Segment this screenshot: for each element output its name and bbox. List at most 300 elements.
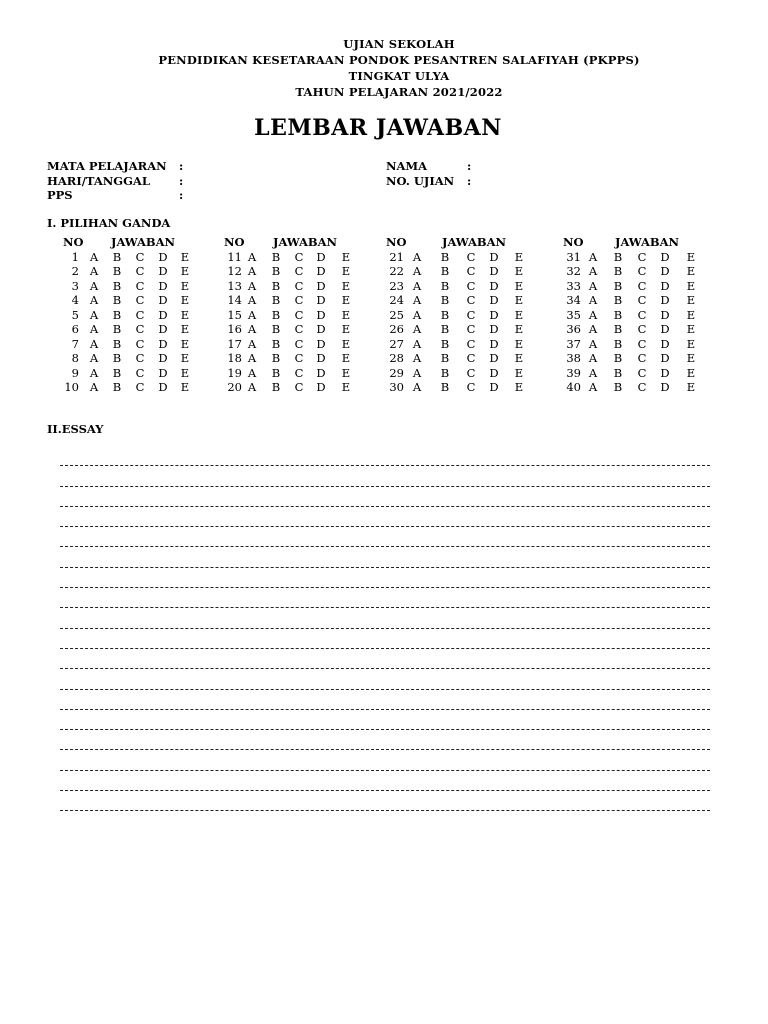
option-e[interactable]: E bbox=[341, 278, 351, 293]
question-number: 10 bbox=[64, 380, 79, 394]
option-e[interactable]: E bbox=[686, 351, 696, 365]
option-d[interactable]: D bbox=[158, 365, 168, 380]
student-info-right bbox=[386, 159, 471, 188]
option-d[interactable]: D bbox=[158, 322, 168, 336]
option-d[interactable]: D bbox=[316, 278, 326, 293]
option-c[interactable]: C bbox=[637, 365, 647, 380]
option-e[interactable]: E bbox=[341, 264, 351, 278]
info-row-date bbox=[47, 174, 183, 189]
column-header-answer: JAWABAN bbox=[615, 235, 680, 249]
option-e[interactable]: E bbox=[180, 365, 190, 380]
option-d[interactable]: D bbox=[660, 351, 670, 365]
option-b[interactable]: B bbox=[613, 293, 623, 307]
option-d[interactable]: D bbox=[660, 322, 670, 336]
option-c[interactable]: C bbox=[466, 322, 476, 336]
page-title: LEMBAR JAWABAN bbox=[254, 115, 502, 141]
option-d[interactable]: D bbox=[316, 336, 326, 351]
essay-line[interactable] bbox=[60, 446, 710, 466]
option-d[interactable]: D bbox=[158, 351, 168, 365]
option-a[interactable]: A bbox=[247, 264, 257, 278]
option-d[interactable]: D bbox=[316, 380, 326, 394]
option-a[interactable]: A bbox=[412, 351, 422, 365]
option-a[interactable]: A bbox=[89, 278, 99, 293]
option-c[interactable]: C bbox=[637, 249, 647, 264]
option-e[interactable]: E bbox=[686, 336, 696, 351]
option-e[interactable]: E bbox=[686, 322, 696, 336]
option-e[interactable]: E bbox=[686, 278, 696, 293]
question-number: 25 bbox=[389, 307, 404, 322]
option-a[interactable]: A bbox=[588, 322, 598, 336]
option-e[interactable]: E bbox=[341, 322, 351, 336]
answer-block-header bbox=[47, 235, 217, 250]
option-a[interactable]: A bbox=[588, 365, 598, 380]
answer-row bbox=[47, 293, 217, 308]
option-c[interactable]: C bbox=[466, 336, 476, 351]
subject-colon: : bbox=[179, 159, 184, 173]
option-c[interactable]: C bbox=[294, 380, 304, 394]
option-d[interactable]: D bbox=[489, 351, 499, 365]
option-b[interactable]: B bbox=[112, 249, 122, 264]
option-e[interactable]: E bbox=[341, 307, 351, 322]
answer-row bbox=[210, 322, 380, 337]
option-a[interactable]: A bbox=[412, 278, 422, 293]
option-b[interactable]: B bbox=[613, 249, 623, 264]
essay-line[interactable] bbox=[60, 487, 710, 507]
option-e[interactable]: E bbox=[341, 351, 351, 365]
question-number: 23 bbox=[389, 278, 404, 293]
pps-label: PPS bbox=[47, 188, 73, 202]
column-header-no: NO bbox=[224, 235, 245, 249]
option-b[interactable]: B bbox=[440, 264, 450, 278]
essay-line[interactable] bbox=[60, 710, 710, 730]
option-e[interactable]: E bbox=[514, 307, 524, 322]
option-d[interactable]: D bbox=[660, 380, 670, 394]
essay-line[interactable] bbox=[60, 791, 710, 811]
option-d[interactable]: D bbox=[660, 264, 670, 278]
answer-block bbox=[548, 235, 718, 395]
answer-block bbox=[210, 235, 380, 395]
column-header-no: NO bbox=[563, 235, 584, 249]
option-a[interactable]: A bbox=[412, 365, 422, 380]
option-e[interactable]: E bbox=[514, 351, 524, 365]
option-c[interactable]: C bbox=[135, 278, 145, 293]
answer-row bbox=[372, 264, 542, 279]
option-b[interactable]: B bbox=[271, 278, 281, 293]
option-b[interactable]: B bbox=[440, 351, 450, 365]
answer-block-header bbox=[548, 235, 718, 250]
question-number: 15 bbox=[227, 307, 242, 322]
option-b[interactable]: B bbox=[440, 380, 450, 394]
option-d[interactable]: D bbox=[316, 264, 326, 278]
institution-name: PENDIDIKAN KESETARAAN PONDOK PESANTREN SALAFIYAH (PKPPS) bbox=[158, 53, 640, 67]
option-b[interactable]: B bbox=[112, 264, 122, 278]
essay-line[interactable] bbox=[60, 608, 710, 628]
option-a[interactable]: A bbox=[247, 278, 257, 293]
option-d[interactable]: D bbox=[158, 264, 168, 278]
essay-line[interactable] bbox=[60, 771, 710, 791]
option-e[interactable]: E bbox=[514, 249, 524, 264]
answer-row bbox=[548, 308, 718, 323]
option-e[interactable]: E bbox=[180, 307, 190, 322]
option-b[interactable]: B bbox=[440, 278, 450, 293]
option-b[interactable]: B bbox=[112, 365, 122, 380]
option-c[interactable]: C bbox=[466, 351, 476, 365]
option-a[interactable]: A bbox=[247, 322, 257, 336]
option-c[interactable]: C bbox=[294, 264, 304, 278]
option-a[interactable]: A bbox=[89, 336, 99, 351]
question-number: 26 bbox=[389, 322, 404, 336]
question-number: 11 bbox=[227, 249, 242, 264]
info-row-exam-number bbox=[386, 174, 471, 189]
option-b[interactable]: B bbox=[112, 307, 122, 322]
option-e[interactable]: E bbox=[686, 307, 696, 322]
option-a[interactable]: A bbox=[588, 264, 598, 278]
answer-row bbox=[210, 279, 380, 294]
question-number: 14 bbox=[227, 293, 242, 307]
question-number: 21 bbox=[389, 249, 404, 264]
option-e[interactable]: E bbox=[514, 322, 524, 336]
option-e[interactable]: E bbox=[180, 336, 190, 351]
option-c[interactable]: C bbox=[294, 249, 304, 264]
option-e[interactable]: E bbox=[180, 380, 190, 394]
option-b[interactable]: B bbox=[613, 264, 623, 278]
option-e[interactable]: E bbox=[514, 380, 524, 394]
question-number: 2 bbox=[71, 264, 79, 278]
option-b[interactable]: B bbox=[271, 336, 281, 351]
option-c[interactable]: C bbox=[294, 336, 304, 351]
option-c[interactable]: C bbox=[135, 264, 145, 278]
option-d[interactable]: D bbox=[489, 307, 499, 322]
question-number: 17 bbox=[227, 336, 242, 351]
option-e[interactable]: E bbox=[686, 365, 696, 380]
option-c[interactable]: C bbox=[135, 336, 145, 351]
answer-row bbox=[372, 250, 542, 265]
option-d[interactable]: D bbox=[489, 293, 499, 307]
answer-row bbox=[548, 293, 718, 308]
option-c[interactable]: C bbox=[637, 264, 647, 278]
option-c[interactable]: C bbox=[466, 293, 476, 307]
option-e[interactable]: E bbox=[514, 336, 524, 351]
question-number: 27 bbox=[389, 336, 404, 351]
answer-row bbox=[210, 337, 380, 352]
option-e[interactable]: E bbox=[686, 249, 696, 264]
question-number: 32 bbox=[566, 264, 581, 278]
option-d[interactable]: D bbox=[158, 336, 168, 351]
answer-row bbox=[47, 380, 217, 395]
option-b[interactable]: B bbox=[271, 249, 281, 264]
option-c[interactable]: C bbox=[466, 380, 476, 394]
option-c[interactable]: C bbox=[637, 322, 647, 336]
option-b[interactable]: B bbox=[112, 380, 122, 394]
option-a[interactable]: A bbox=[247, 380, 257, 394]
question-number: 30 bbox=[389, 380, 404, 394]
option-d[interactable]: D bbox=[158, 380, 168, 394]
option-d[interactable]: D bbox=[316, 365, 326, 380]
option-c[interactable]: C bbox=[637, 336, 647, 351]
exam-header bbox=[0, 36, 768, 100]
option-d[interactable]: D bbox=[660, 365, 670, 380]
option-b[interactable]: B bbox=[440, 336, 450, 351]
option-a[interactable]: A bbox=[89, 264, 99, 278]
option-c[interactable]: C bbox=[466, 278, 476, 293]
option-d[interactable]: D bbox=[489, 336, 499, 351]
option-c[interactable]: C bbox=[135, 249, 145, 264]
option-a[interactable]: A bbox=[89, 380, 99, 394]
answer-row bbox=[548, 337, 718, 352]
option-d[interactable]: D bbox=[660, 278, 670, 293]
option-b[interactable]: B bbox=[440, 365, 450, 380]
answer-row bbox=[47, 264, 217, 279]
info-row-pps bbox=[47, 188, 183, 203]
option-a[interactable]: A bbox=[89, 249, 99, 264]
option-a[interactable]: A bbox=[247, 351, 257, 365]
option-c[interactable]: C bbox=[135, 322, 145, 336]
answer-row bbox=[548, 250, 718, 265]
option-a[interactable]: A bbox=[412, 264, 422, 278]
question-number: 6 bbox=[71, 322, 79, 336]
option-a[interactable]: A bbox=[588, 249, 598, 264]
option-b[interactable]: B bbox=[271, 351, 281, 365]
option-d[interactable]: D bbox=[660, 249, 670, 264]
option-c[interactable]: C bbox=[135, 351, 145, 365]
option-a[interactable]: A bbox=[412, 380, 422, 394]
option-a[interactable]: A bbox=[247, 249, 257, 264]
option-a[interactable]: A bbox=[247, 307, 257, 322]
question-number: 13 bbox=[227, 278, 242, 293]
option-c[interactable]: C bbox=[466, 307, 476, 322]
question-number: 1 bbox=[71, 249, 79, 264]
essay-line[interactable] bbox=[60, 629, 710, 649]
question-number: 36 bbox=[566, 322, 581, 336]
option-a[interactable]: A bbox=[412, 322, 422, 336]
option-d[interactable]: D bbox=[489, 322, 499, 336]
option-c[interactable]: C bbox=[637, 307, 647, 322]
option-c[interactable]: C bbox=[135, 293, 145, 307]
option-e[interactable]: E bbox=[341, 293, 351, 307]
option-b[interactable]: B bbox=[613, 351, 623, 365]
option-c[interactable]: C bbox=[637, 278, 647, 293]
essay-line[interactable] bbox=[60, 588, 710, 608]
option-b[interactable]: B bbox=[613, 278, 623, 293]
option-c[interactable]: C bbox=[637, 293, 647, 307]
option-e[interactable]: E bbox=[180, 351, 190, 365]
essay-heading: II.ESSAY bbox=[47, 422, 104, 436]
option-a[interactable]: A bbox=[588, 380, 598, 394]
option-c[interactable]: C bbox=[135, 307, 145, 322]
option-b[interactable]: B bbox=[440, 293, 450, 307]
option-d[interactable]: D bbox=[158, 278, 168, 293]
option-d[interactable]: D bbox=[316, 351, 326, 365]
option-b[interactable]: B bbox=[112, 351, 122, 365]
academic-year: TAHUN PELAJARAN 2021/2022 bbox=[295, 85, 503, 99]
option-c[interactable]: C bbox=[135, 365, 145, 380]
option-a[interactable]: A bbox=[588, 307, 598, 322]
option-a[interactable]: A bbox=[247, 365, 257, 380]
option-a[interactable]: A bbox=[588, 293, 598, 307]
answer-row bbox=[372, 308, 542, 323]
essay-line[interactable] bbox=[60, 730, 710, 750]
option-a[interactable]: A bbox=[89, 293, 99, 307]
option-a[interactable]: A bbox=[588, 351, 598, 365]
answer-row bbox=[372, 366, 542, 381]
option-d[interactable]: D bbox=[489, 278, 499, 293]
option-c[interactable]: C bbox=[135, 380, 145, 394]
option-a[interactable]: A bbox=[412, 336, 422, 351]
option-b[interactable]: B bbox=[613, 365, 623, 380]
option-e[interactable]: E bbox=[180, 249, 190, 264]
option-b[interactable]: B bbox=[440, 249, 450, 264]
question-number: 38 bbox=[566, 351, 581, 365]
option-e[interactable]: E bbox=[180, 264, 190, 278]
essay-line[interactable] bbox=[60, 527, 710, 547]
option-b[interactable]: B bbox=[613, 336, 623, 351]
option-c[interactable]: C bbox=[294, 307, 304, 322]
level-name: TINGKAT ULYA bbox=[348, 69, 450, 83]
option-e[interactable]: E bbox=[341, 380, 351, 394]
option-d[interactable]: D bbox=[489, 380, 499, 394]
essay-line[interactable] bbox=[60, 669, 710, 689]
option-e[interactable]: E bbox=[180, 322, 190, 336]
info-row-name bbox=[386, 159, 471, 174]
option-e[interactable]: E bbox=[686, 293, 696, 307]
essay-line[interactable] bbox=[60, 507, 710, 527]
answer-row bbox=[47, 250, 217, 265]
date-colon: : bbox=[179, 173, 184, 188]
option-b[interactable]: B bbox=[271, 307, 281, 322]
option-e[interactable]: E bbox=[514, 293, 524, 307]
option-a[interactable]: A bbox=[247, 293, 257, 307]
answer-row bbox=[210, 308, 380, 323]
option-a[interactable]: A bbox=[89, 351, 99, 365]
option-e[interactable]: E bbox=[180, 293, 190, 307]
essay-line[interactable] bbox=[60, 547, 710, 567]
answer-row bbox=[47, 308, 217, 323]
question-number: 39 bbox=[566, 365, 581, 380]
option-e[interactable]: E bbox=[180, 278, 190, 293]
question-number: 33 bbox=[566, 278, 581, 293]
option-b[interactable]: B bbox=[613, 322, 623, 336]
option-d[interactable]: D bbox=[489, 249, 499, 264]
option-d[interactable]: D bbox=[158, 293, 168, 307]
option-b[interactable]: B bbox=[112, 322, 122, 336]
answer-row bbox=[210, 366, 380, 381]
option-a[interactable]: A bbox=[247, 336, 257, 351]
option-d[interactable]: D bbox=[158, 307, 168, 322]
option-b[interactable]: B bbox=[440, 307, 450, 322]
option-a[interactable]: A bbox=[89, 322, 99, 336]
option-c[interactable]: C bbox=[294, 322, 304, 336]
question-number: 40 bbox=[566, 380, 581, 394]
question-number: 8 bbox=[71, 351, 79, 365]
question-number: 22 bbox=[389, 264, 404, 278]
option-d[interactable]: D bbox=[660, 307, 670, 322]
option-b[interactable]: B bbox=[271, 322, 281, 336]
option-c[interactable]: C bbox=[294, 351, 304, 365]
option-d[interactable]: D bbox=[660, 293, 670, 307]
answer-row bbox=[548, 322, 718, 337]
answer-row bbox=[548, 351, 718, 366]
option-e[interactable]: E bbox=[341, 365, 351, 380]
option-b[interactable]: B bbox=[112, 336, 122, 351]
answer-row bbox=[372, 293, 542, 308]
date-label: HARI/TANGGAL bbox=[47, 173, 150, 188]
question-number: 16 bbox=[227, 322, 242, 336]
option-e[interactable]: E bbox=[686, 264, 696, 278]
essay-line[interactable] bbox=[60, 750, 710, 770]
option-a[interactable]: A bbox=[412, 307, 422, 322]
answer-row bbox=[372, 380, 542, 395]
answer-row bbox=[372, 322, 542, 337]
essay-line[interactable] bbox=[60, 466, 710, 486]
option-e[interactable]: E bbox=[341, 249, 351, 264]
option-a[interactable]: A bbox=[588, 278, 598, 293]
option-b[interactable]: B bbox=[112, 293, 122, 307]
option-d[interactable]: D bbox=[158, 249, 168, 264]
essay-line[interactable] bbox=[60, 568, 710, 588]
option-a[interactable]: A bbox=[89, 307, 99, 322]
answer-row bbox=[210, 380, 380, 395]
student-info-left bbox=[47, 159, 183, 203]
option-b[interactable]: B bbox=[271, 264, 281, 278]
option-c[interactable]: C bbox=[466, 264, 476, 278]
option-c[interactable]: C bbox=[637, 351, 647, 365]
option-d[interactable]: D bbox=[660, 336, 670, 351]
essay-answer-area[interactable] bbox=[60, 446, 710, 811]
option-d[interactable]: D bbox=[489, 365, 499, 380]
option-e[interactable]: E bbox=[686, 380, 696, 394]
option-e[interactable]: E bbox=[514, 278, 524, 293]
option-c[interactable]: C bbox=[294, 278, 304, 293]
answer-row bbox=[548, 279, 718, 294]
option-d[interactable]: D bbox=[316, 249, 326, 264]
question-number: 35 bbox=[566, 307, 581, 322]
option-b[interactable]: B bbox=[440, 322, 450, 336]
essay-line[interactable] bbox=[60, 649, 710, 669]
option-a[interactable]: A bbox=[412, 249, 422, 264]
column-header-answer: JAWABAN bbox=[111, 235, 176, 249]
option-b[interactable]: B bbox=[112, 278, 122, 293]
option-a[interactable]: A bbox=[588, 336, 598, 351]
option-e[interactable]: E bbox=[341, 336, 351, 351]
option-c[interactable]: C bbox=[637, 380, 647, 394]
option-d[interactable]: D bbox=[489, 264, 499, 278]
option-a[interactable]: A bbox=[412, 293, 422, 307]
option-b[interactable]: B bbox=[271, 365, 281, 380]
option-d[interactable]: D bbox=[316, 307, 326, 322]
answer-row bbox=[372, 337, 542, 352]
column-header-answer: JAWABAN bbox=[442, 235, 507, 249]
option-b[interactable]: B bbox=[613, 380, 623, 394]
option-b[interactable]: B bbox=[271, 380, 281, 394]
option-e[interactable]: E bbox=[514, 365, 524, 380]
option-c[interactable]: C bbox=[294, 365, 304, 380]
option-c[interactable]: C bbox=[466, 365, 476, 380]
option-a[interactable]: A bbox=[89, 365, 99, 380]
option-b[interactable]: B bbox=[613, 307, 623, 322]
option-d[interactable]: D bbox=[316, 293, 326, 307]
subject-label: MATA PELAJARAN bbox=[47, 159, 167, 173]
option-c[interactable]: C bbox=[466, 249, 476, 264]
option-d[interactable]: D bbox=[316, 322, 326, 336]
essay-line[interactable] bbox=[60, 690, 710, 710]
answer-block-header bbox=[210, 235, 380, 250]
option-e[interactable]: E bbox=[514, 264, 524, 278]
answer-row bbox=[210, 351, 380, 366]
question-number: 37 bbox=[566, 336, 581, 351]
option-c[interactable]: C bbox=[294, 293, 304, 307]
answer-row bbox=[372, 351, 542, 366]
option-b[interactable]: B bbox=[271, 293, 281, 307]
